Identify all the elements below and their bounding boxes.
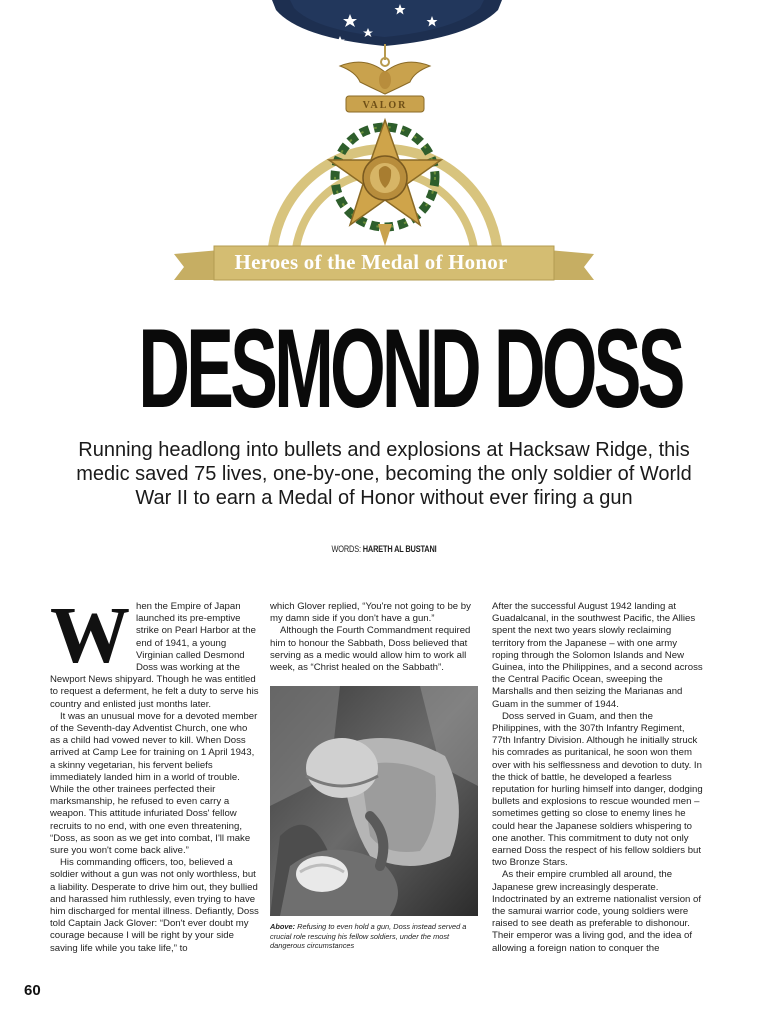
series-banner-title: Heroes of the Medal of Honor: [234, 250, 508, 274]
body-paragraph: As their empire crumbled all around, the Japanese grew increasingly desperate. Indoctrinated by an extreme nationalist version of the samurai warrior code, young soldiers were raised to see death as preferable to dishonour. Their emperor was a living god, and the idea of allowing a foreign nation to conquer the: [492, 869, 702, 954]
body-paragraph: His commanding officers, too, believed a soldier without a gun was not only worthless, but a liability. Desperate to drive him out, they bullied and harassed him ruthlessly, even trying to have him discharged for mental illness. Defiantly, Doss told Captain Jack Glover: “Don't ever doubt my courage because I will be right by your side saving life while you take life,” to: [50, 857, 259, 954]
body-paragraph: Doss served in Guam, and then the Philippines, with the 307th Infantry Regiment, 77th Infantry Division. Although he initially struck his comrades as puritanical, he soon won them over with his selflessness and devotion to duty. In the thick of battle, he developed a fearless reputation for hurling himself into danger, dodging bullets and explosions to rescue wounded men – sometimes getting so close to enemy lines he could hear the Japanese soldiers whispering to one another. This commitment to duty not only earned Doss the respect of his fellow soldiers but two Bronze Stars.: [492, 710, 703, 869]
photo-caption: [270, 922, 478, 950]
byline-author: HARETH AL BUSTANI: [362, 544, 437, 554]
caption-label: Above:: [270, 922, 296, 932]
caption-text: Refusing to even hold a gun, Doss instead served a crucial role rescuing his fellow soldiers, under the most dangerous circumstances: [270, 922, 467, 950]
article-column-1: [50, 592, 260, 955]
article-standfirst: Running headlong into bullets and explosions at Hacksaw Ridge, this medic saved 75 lives, one-by-one, becoming the only soldier of World War II to earn a Medal of Honor without ever firing a gun: [76, 439, 692, 509]
page-number: 60: [24, 982, 41, 999]
byline: [69, 544, 699, 554]
article-column-2: [270, 601, 478, 950]
body-paragraph: which Glover replied, “You're not going to be by my damn side if you don't have a gun.”: [270, 601, 471, 625]
medal-of-honor-illustration: [0, 0, 768, 290]
body-paragraph: After the successful August 1942 landing at Guadalcanal, in the southwest Pacific, the Allies spent the next two years slowly reclaiming territory from the Japanese – with one army roping through the Solomon Islands and New Guinea, into the Philippines, and a second across the Central Pacific Ocean, sweeping the Marshalls and then seizing the Marianas and Guam in the summer of 1944.: [492, 601, 703, 710]
article-headline: DESMOND DOSS: [138, 306, 682, 431]
body-paragraph: Although the Fourth Commandment required him to honour the Sabbath, Doss believed that serving as a medic would allow him to work all week, as “Christ healed on the Sabbath”.: [270, 625, 471, 674]
drop-cap: W: [50, 592, 130, 680]
byline-label: WORDS:: [331, 544, 361, 554]
svg-text:VALOR: VALOR: [362, 100, 408, 111]
article-column-3: [492, 601, 704, 955]
body-paragraph: hen the Empire of Japan launched its pre-emptive strike on Pearl Harbor at the end of 1941, a young Virginian called Desmond Doss was working at the Newport News shipyard. Though he was entitled to request a deferment, he felt a duty to serve his country and enlisted just months later.: [50, 601, 259, 710]
body-paragraph: It was an unusual move for a devoted member of the Seventh-day Adventist Church, one who as a child had vowed never to kill. When Doss arrived at Camp Lee for training on 1 April 1943, a skinny vegetarian, his fervent beliefs immediately landed him in a world of trouble. While the other trainees perfected their marksmanship, he refused to even carry a weapon. This attitude infuriated Doss' fellow recruits to no end, with one even threatening, “Doss, as soon as we get into combat, I'll make sure you won't come back alive.”: [50, 710, 258, 857]
archival-photo-doss-rescuing-soldier: [270, 686, 478, 916]
